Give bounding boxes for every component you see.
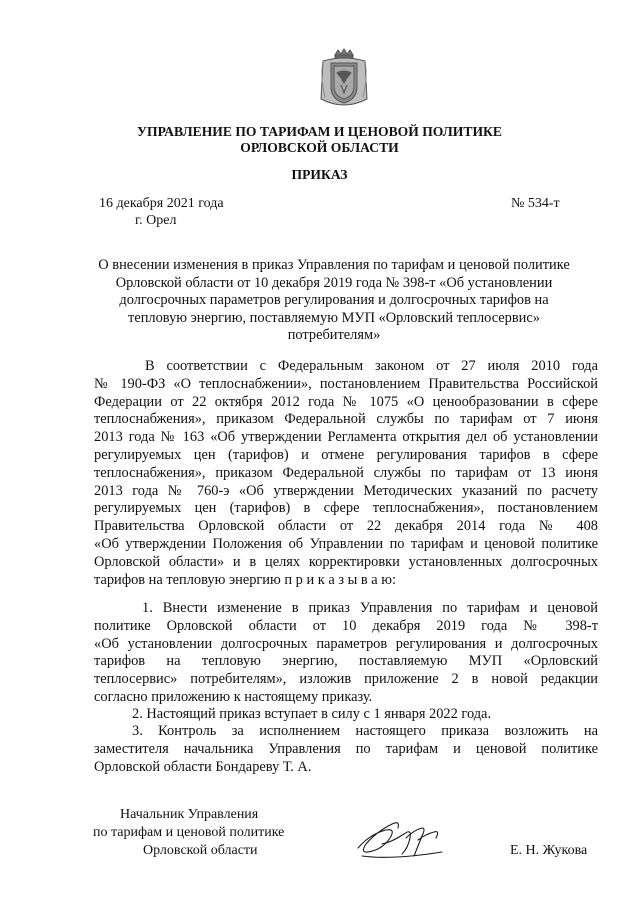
signatory-position-line-2: по тарифам и ценовой политике: [93, 825, 285, 840]
document-date: 16 декабря 2021 года: [99, 196, 224, 211]
title-line: Орловской области от 10 декабря 2019 года № 398-т «Об установлении: [115, 274, 553, 291]
signatory-position-line-3: Орловской области: [143, 843, 258, 858]
document-number: № 534-т: [511, 196, 560, 211]
title-line: О внесении изменения в приказ Управления по тарифам и ценовой политике: [98, 257, 570, 273]
text-line: Орловской области» и в целях корректировки установленных долгосрочных: [94, 553, 598, 570]
signatory-position-line-1: Начальник Управления: [120, 807, 259, 822]
handwritten-signature-icon: [352, 808, 448, 864]
organization-name-line-1: УПРАВЛЕНИЕ ПО ТАРИФАМ И ЦЕНОВОЙ ПОЛИТИКЕ: [137, 124, 502, 139]
text-line: теплоснабжения», приказом Федеральной службы по тарифам от 13 июня: [94, 464, 598, 481]
text-line: Федерации от 22 октября 2012 года № 1075 «О ценообразовании в сфере: [94, 393, 598, 410]
title-line: долгосрочных параметров регулирования и долгосрочных тарифов на: [119, 292, 549, 309]
text-line: заместителя начальника Управления по тарифам и ценовой политике: [94, 740, 598, 757]
text-line: регулируемых цен (тарифов) в сфере теплоснабжения», постановлением: [94, 500, 598, 517]
text-line: теплосервис» потребителям», изложив приложение 2 в новой редакции: [94, 671, 598, 688]
title-line: тепловую энергию, поставляемую МУП «Орловский теплосервис»: [128, 309, 540, 326]
text-line: 3. Контроль за исполнением настоящего приказа возложить на: [132, 723, 598, 739]
signatory-name: Е. Н. Жукова: [510, 843, 588, 858]
organization-name-line-2: ОРЛОВСКОЙ ОБЛАСТИ: [240, 140, 399, 155]
text-line: 2013 года № 163 «Об утверждении Регламента открытия дел об установлении: [94, 429, 598, 446]
document-city: г. Орел: [135, 213, 177, 228]
order-item-2: [94, 706, 598, 724]
text-line: тарифов на тепловую энергию, поставляемую МУП «Орловский: [94, 653, 598, 670]
text-line: 1. Внести изменение в приказ Управления по тарифам и ценовой: [142, 600, 598, 616]
text-line: теплоснабжения», приказом Федеральной службы по тарифам от 7 июня: [94, 411, 598, 428]
text-line: «Об утверждении Положения об Управлении по тарифам и ценовой политике: [94, 535, 598, 552]
order-item-3: [94, 723, 598, 776]
document-title: [84, 257, 584, 345]
text-line: Орловской области Бондареву Т. А.: [94, 758, 312, 775]
text-line: В соответствии с Федеральным законом от 27 июля 2010 года: [145, 358, 598, 374]
text-line: политике Орловской области от 10 декабря 2019 года № 398-т: [94, 617, 598, 634]
document-type: ПРИКАЗ: [291, 167, 348, 182]
text-line: тарифов на тепловую энергию п р и к а з ы в а ю:: [94, 571, 396, 588]
coat-of-arms-icon: [317, 47, 371, 111]
text-line: 2. Настоящий приказ вступает в силу с 1 января 2022 года.: [132, 706, 492, 722]
text-line: 2013 года № 760-э «Об утверждении Методических указаний по расчету: [94, 482, 598, 499]
title-line: потребителям»: [287, 327, 381, 344]
text-line: № 190-ФЗ «О теплоснабжении», постановлением Правительства Российской: [94, 375, 598, 392]
preamble-paragraph: [94, 358, 598, 589]
text-line: регулируемых цен (тарифов) и отмене регулирования тарифов в сфере: [94, 446, 598, 463]
text-line: согласно приложению к настоящему приказу.: [94, 688, 373, 705]
text-line: Правительства Орловской области от 22 декабря 2014 года № 408: [94, 518, 598, 535]
text-line: «Об установлении долгосрочных параметров регулирования и долгосрочных: [94, 635, 598, 652]
order-item-1: [94, 600, 598, 707]
